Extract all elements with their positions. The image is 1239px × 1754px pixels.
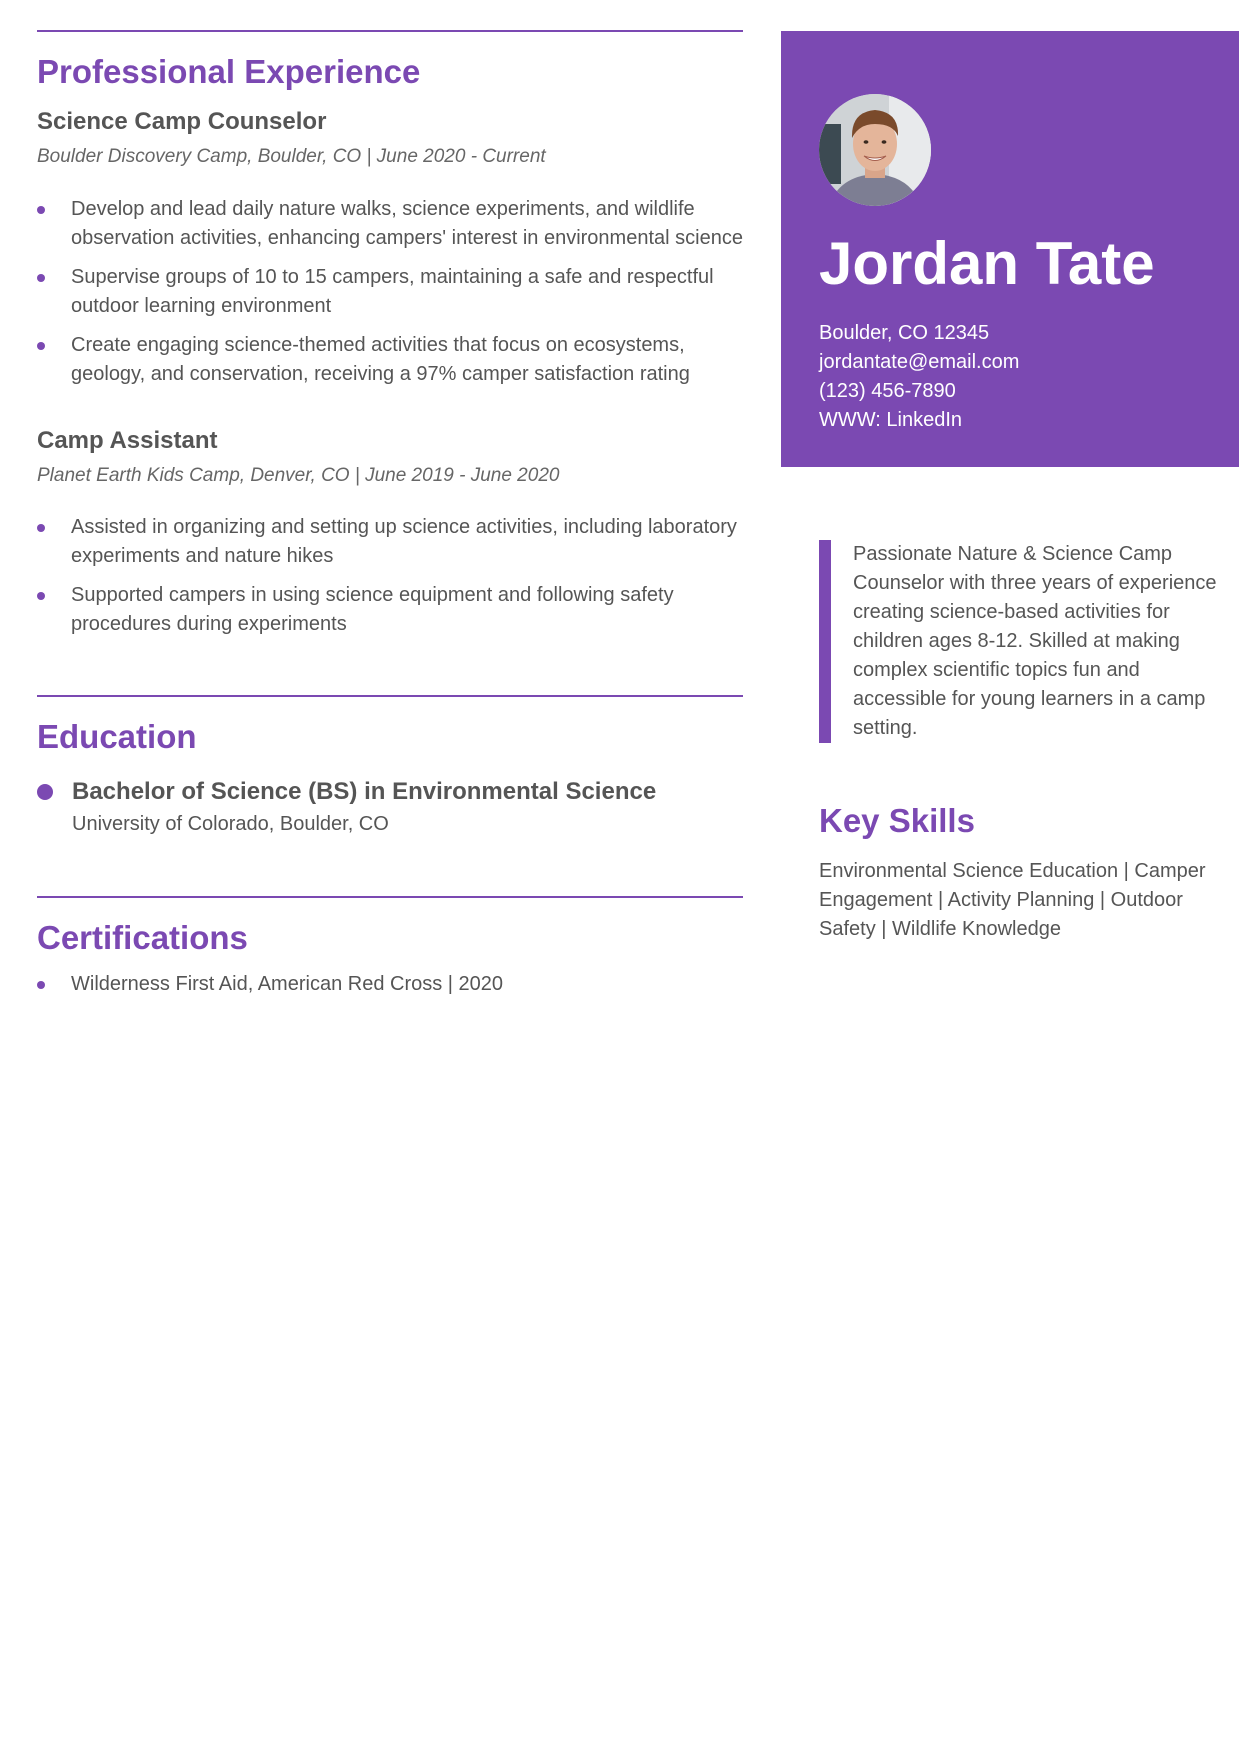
bullet-dot-icon <box>37 524 45 532</box>
certification-text: Wilderness First Aid, American Red Cross | 2020 <box>71 972 504 995</box>
job-title: Science Camp Counselor <box>37 108 327 136</box>
bullet-text: Create engaging science-themed activities that focus on ecosystems, geology, and conservation, receiving a 97% camper satisfaction rating <box>71 333 690 385</box>
bullet-dot-icon <box>37 592 45 600</box>
education-school: University of Colorado, Boulder, CO <box>72 812 389 835</box>
job-meta: Planet Earth Kids Camp, Denver, CO | June 2019 - June 2020 <box>37 464 560 486</box>
list-item <box>37 195 743 253</box>
skills-heading: Key Skills <box>819 802 975 839</box>
contact-website[interactable]: WWW: LinkedIn <box>819 409 962 431</box>
bullet-text: Supervise groups of 10 to 15 campers, maintaining a safe and respectful outdoor learning environment <box>71 265 714 317</box>
education-degree: Bachelor of Science (BS) in Environmental Science <box>72 777 657 805</box>
experience-section <box>37 30 743 639</box>
section-divider <box>37 896 743 898</box>
certifications-section <box>37 896 743 999</box>
certifications-list <box>37 970 743 999</box>
bullet-text: Assisted in organizing and setting up science activities, including laboratory experiments and nature hikes <box>71 516 737 568</box>
list-item <box>37 513 743 571</box>
contact-email[interactable]: jordantate@email.com <box>819 351 1020 373</box>
list-item <box>37 970 743 999</box>
job-bullets <box>37 195 743 389</box>
bullet-dot-icon <box>37 784 53 800</box>
education-entry <box>37 778 743 836</box>
person-photo-icon <box>819 94 931 206</box>
person-name: Jordan Tate <box>819 230 1155 297</box>
list-item <box>37 581 743 639</box>
header-panel <box>781 31 1239 467</box>
skills-list: Environmental Science Education | Camper Engagement | Activity Planning | Outdoor Safety | Wildlife Knowledge <box>819 860 1206 941</box>
certifications-heading: Certifications <box>37 918 248 956</box>
section-divider <box>37 30 743 32</box>
bullet-dot-icon <box>37 342 45 350</box>
contact-phone: (123) 456-7890 <box>819 380 956 402</box>
avatar <box>819 94 931 206</box>
summary-quote: Passionate Nature & Science Camp Counselor with three years of experience creating science-based activities for children ages 8-12. Skilled at making complex scientific topics fun and accessible for young learners in a camp setting. <box>819 540 1233 743</box>
bullet-text: Supported campers in using science equipment and following safety procedures during experiments <box>71 584 674 636</box>
education-heading: Education <box>37 718 197 756</box>
main-column <box>37 30 743 1009</box>
bullet-text: Develop and lead daily nature walks, science experiments, and wildlife observation activities, enhancing campers' interest in environmental science <box>71 197 743 249</box>
job-meta: Boulder Discovery Camp, Boulder, CO | June 2020 - Current <box>37 146 546 168</box>
list-item <box>37 263 743 321</box>
list-item <box>37 331 743 389</box>
bullet-dot-icon <box>37 274 45 282</box>
education-section <box>37 695 743 835</box>
skills-section <box>819 803 1209 944</box>
bullet-dot-icon <box>37 206 45 214</box>
experience-heading: Professional Experience <box>37 53 421 90</box>
contact-info <box>819 319 1019 435</box>
job-entry <box>37 427 743 640</box>
job-title: Camp Assistant <box>37 426 218 454</box>
job-entry <box>37 108 743 389</box>
section-divider <box>37 695 743 697</box>
bullet-dot-icon <box>37 981 45 989</box>
contact-location: Boulder, CO 12345 <box>819 322 990 344</box>
job-bullets <box>37 513 743 639</box>
